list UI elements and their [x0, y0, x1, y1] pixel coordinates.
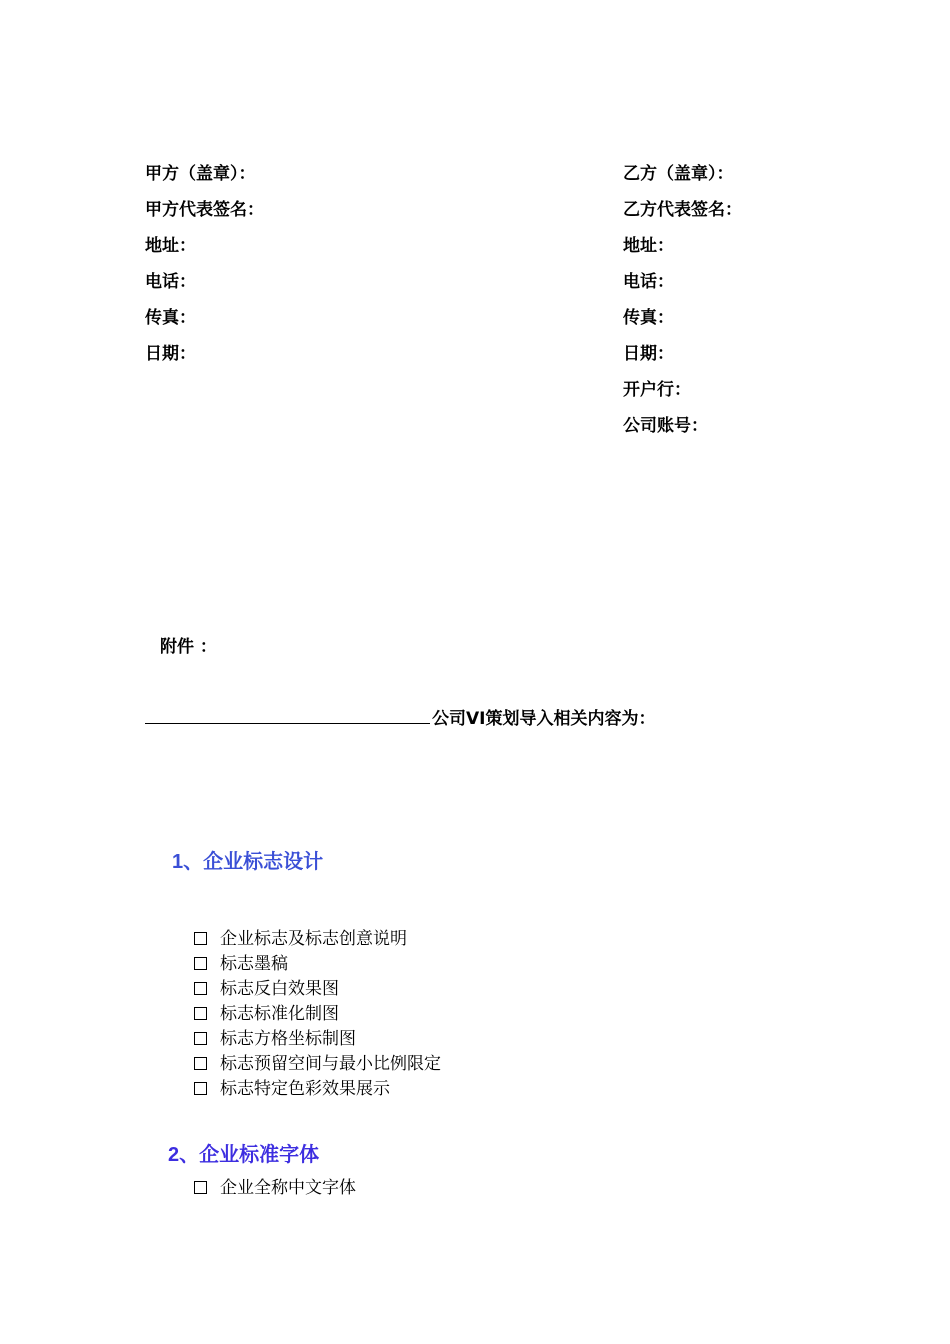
list-item-text: 标志方格坐标制图 [220, 1028, 356, 1049]
checkbox-icon [194, 1007, 207, 1020]
company-name-blank [145, 705, 430, 724]
party-a-seal-label: 甲方（盖章）： [145, 164, 256, 184]
party-a-address-label: 地址： [145, 236, 196, 256]
checkbox-icon [194, 1057, 207, 1070]
checkbox-icon [194, 1181, 207, 1194]
checkbox-icon [194, 1032, 207, 1045]
list-item-text: 企业标志及标志创意说明 [220, 928, 407, 949]
party-b-representative-label: 乙方代表签名： [623, 200, 742, 220]
list-item [194, 1026, 441, 1051]
list-item [194, 976, 441, 1001]
party-a-representative-label: 甲方代表签名： [145, 200, 264, 220]
party-a-phone-label: 电话： [145, 272, 196, 292]
party-b-fax-label: 传真： [623, 308, 674, 328]
attachment-label: 附件 ： [160, 637, 217, 657]
party-b-phone-label: 电话： [623, 272, 674, 292]
party-b-signature-block [623, 160, 742, 448]
party-b-address-label: 地址： [623, 236, 674, 256]
list-item-text: 标志反白效果图 [220, 978, 339, 999]
party-b-date-label: 日期： [623, 344, 674, 364]
party-b-bank-label: 开户行： [623, 380, 691, 400]
party-b-account-label: 公司账号： [623, 416, 708, 436]
party-a-fax-label: 传真： [145, 308, 196, 328]
party-a-signature-block [145, 160, 264, 376]
list-item-text: 标志墨稿 [220, 953, 288, 974]
list-item [194, 926, 441, 951]
section-title-logo-design: 1、企业标志设计 [172, 851, 324, 873]
party-b-seal-label: 乙方（盖章）： [623, 164, 734, 184]
checkbox-icon [194, 1082, 207, 1095]
list-item [194, 1076, 441, 1101]
list-item [194, 1051, 441, 1076]
list-item [194, 951, 441, 976]
standard-font-checklist [194, 1175, 356, 1200]
checkbox-icon [194, 982, 207, 995]
list-item-text: 标志标准化制图 [220, 1003, 339, 1024]
vi-intro-line [145, 704, 655, 729]
list-item-text: 企业全称中文字体 [220, 1177, 356, 1198]
list-item-text: 标志预留空间与最小比例限定 [220, 1053, 441, 1074]
list-item-text: 标志特定色彩效果展示 [220, 1078, 390, 1099]
checkbox-icon [194, 957, 207, 970]
section-title-standard-font: 2、企业标准字体 [168, 1144, 320, 1166]
vi-intro-text: 公司VI策划导入相关内容为： [432, 709, 656, 729]
logo-design-checklist [194, 926, 441, 1101]
party-a-date-label: 日期： [145, 344, 196, 364]
list-item [194, 1175, 356, 1200]
checkbox-icon [194, 932, 207, 945]
list-item [194, 1001, 441, 1026]
